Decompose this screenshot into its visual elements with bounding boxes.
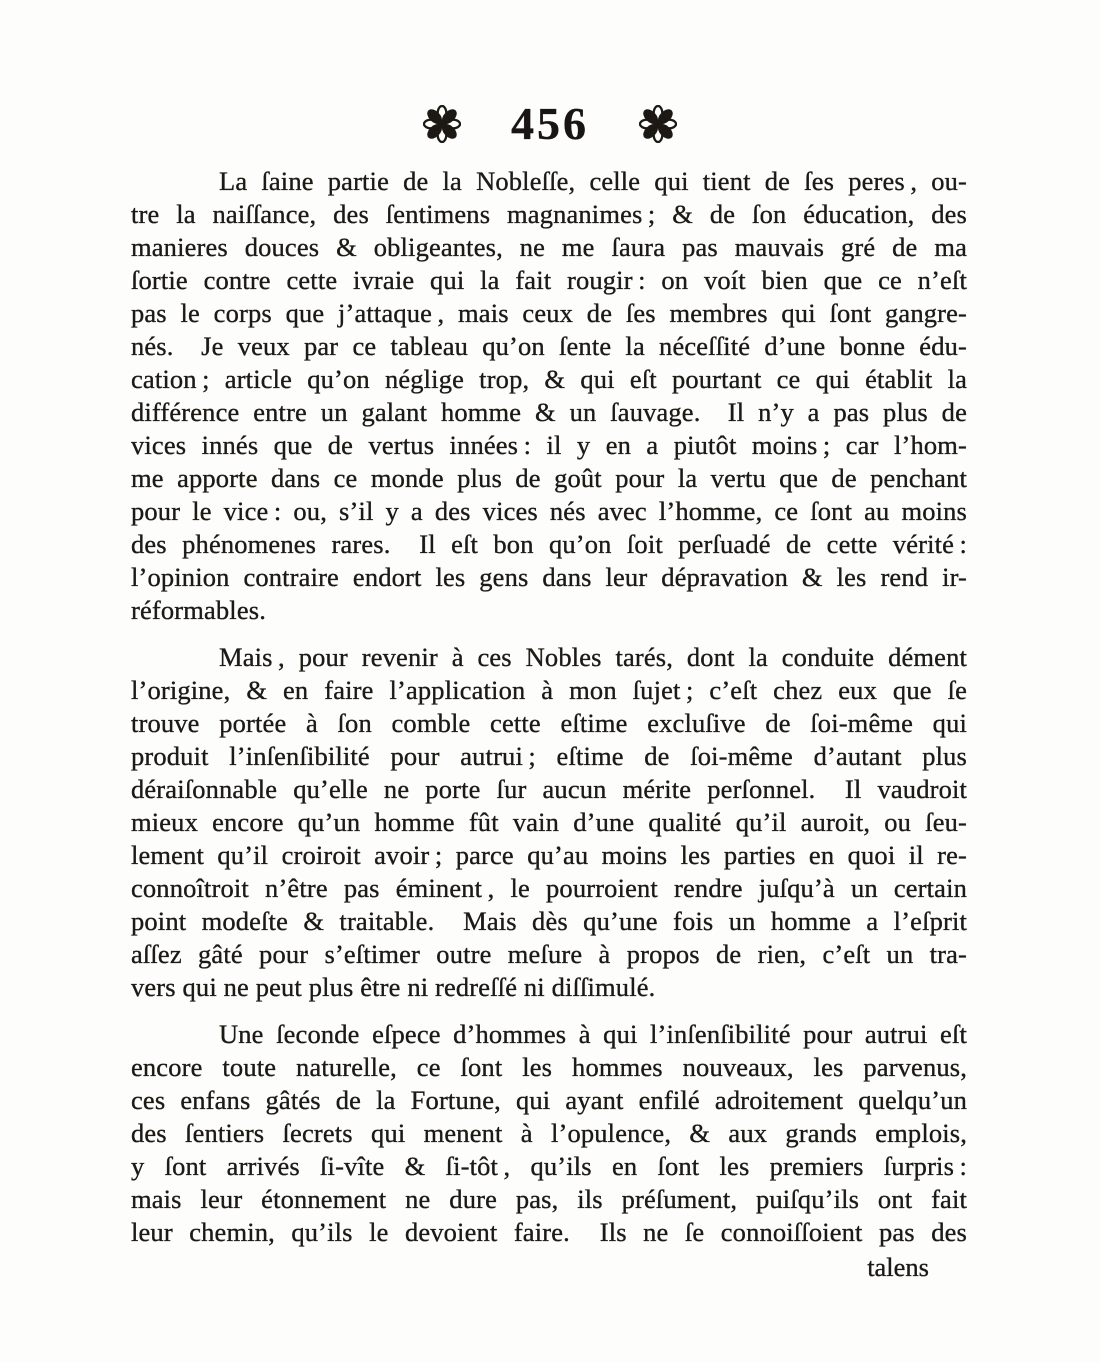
- text-block: [131, 165, 967, 1284]
- page-number: 456: [511, 98, 589, 149]
- paragraph: [131, 641, 967, 1004]
- fleuron-left-icon: [423, 105, 461, 143]
- text-line: tre la naiſſance, des ſentimens magnanimes ; & de ſon éducation, des: [131, 199, 967, 229]
- paragraph: [131, 165, 967, 627]
- fleuron-right-icon: [639, 105, 677, 143]
- text-line: vers qui ne peut plus être ni redreſſé ni diſſimulé.: [131, 972, 656, 1002]
- text-line: déraiſonnable qu’elle ne porte ſur aucun mérite perſonnel. Il vaudroit: [131, 774, 967, 804]
- text-line: cation ; article qu’on néglige trop, & qui eſt pourtant ce qui établit la: [131, 364, 967, 394]
- text-line: y ſont arrivés ſi-vîte & ſi-tôt , qu’ils en ſont les premiers ſurpris :: [131, 1151, 967, 1181]
- text-line: leur chemin, qu’ils le devoient faire. Ils ne ſe connoiſſoient pas des: [131, 1217, 967, 1247]
- text-line: vices innés que de vertus innées : il y en a piutôt moins ; car l’hom-: [131, 430, 967, 460]
- paragraph: [131, 1018, 967, 1249]
- text-line: manieres douces & obligeantes, ne me ſaura pas mauvais gré de ma: [131, 232, 967, 262]
- text-line: des phénomenes rares. Il eſt bon qu’on ſoit perſuadé de cette vérité :: [131, 529, 967, 559]
- text-line: encore toute naturelle, ce ſont les hommes nouveaux, les parvenus,: [131, 1052, 967, 1082]
- catchword: talens: [867, 1252, 929, 1282]
- text-line: point modeſte & traitable. Mais dès qu’une fois un homme a l’eſprit: [131, 906, 967, 936]
- text-line: me apporte dans ce monde plus de goût pour la vertu que de penchant: [131, 463, 967, 493]
- text-line: l’origine, & en faire l’application à mon ſujet ; c’eſt chez eux que ſe: [131, 675, 967, 705]
- text-line: Une ſeconde eſpece d’hommes à qui l’inſenſibilité pour autrui eſt: [219, 1019, 967, 1049]
- text-line: pas le corps que j’attaque , mais ceux de ſes membres qui ſont gangre-: [131, 298, 967, 328]
- text-line: Mais , pour revenir à ces Nobles tarés, dont la conduite dément: [219, 642, 967, 672]
- text-line: trouve portée à ſon comble cette eſtime excluſive de ſoi-même qui: [131, 708, 967, 738]
- text-line: différence entre un galant homme & un ſauvage. Il n’y a pas plus de: [131, 397, 967, 427]
- text-line: lement qu’il croiroit avoir ; parce qu’au moins les parties en quoi il re-: [131, 840, 967, 870]
- text-line: pour le vice : ou, s’il y a des vices nés avec l’homme, ce ſont au moins: [131, 496, 967, 526]
- running-head: [0, 98, 1100, 149]
- text-line: mais leur étonnement ne dure pas, ils préſument, puiſqu’ils ont fait: [131, 1184, 967, 1214]
- text-line: ſortie contre cette ivraie qui la fait rougir : on voít bien que ce n’eſt: [131, 265, 967, 295]
- text-line: ces enfans gâtés de la Fortune, qui ayant enfilé adroitement quelqu’un: [131, 1085, 967, 1115]
- text-line: des ſentiers ſecrets qui menent à l’opulence, & aux grands emplois,: [131, 1118, 967, 1148]
- text-line: réformables.: [131, 595, 266, 625]
- text-line: produit l’inſenſibilité pour autrui ; eſtime de ſoi-même d’autant plus: [131, 741, 967, 771]
- text-line: aſſez gâté pour s’eſtimer outre meſure à propos de rien, c’eſt un tra-: [131, 939, 967, 969]
- text-line: mieux encore qu’un homme fût vain d’une qualité qu’il auroit, ou ſeu-: [131, 807, 967, 837]
- text-line: nés. Je veux par ce tableau qu’on ſente la néceſſité d’une bonne édu-: [131, 331, 967, 361]
- text-line: connoîtroit n’être pas éminent , le pourroient rendre juſqu’à un certain: [131, 873, 967, 903]
- text-line: l’opinion contraire endort les gens dans leur dépravation & les rend ir-: [131, 562, 967, 592]
- text-line: La ſaine partie de la Nobleſſe, celle qui tient de ſes peres , ou-: [219, 166, 967, 196]
